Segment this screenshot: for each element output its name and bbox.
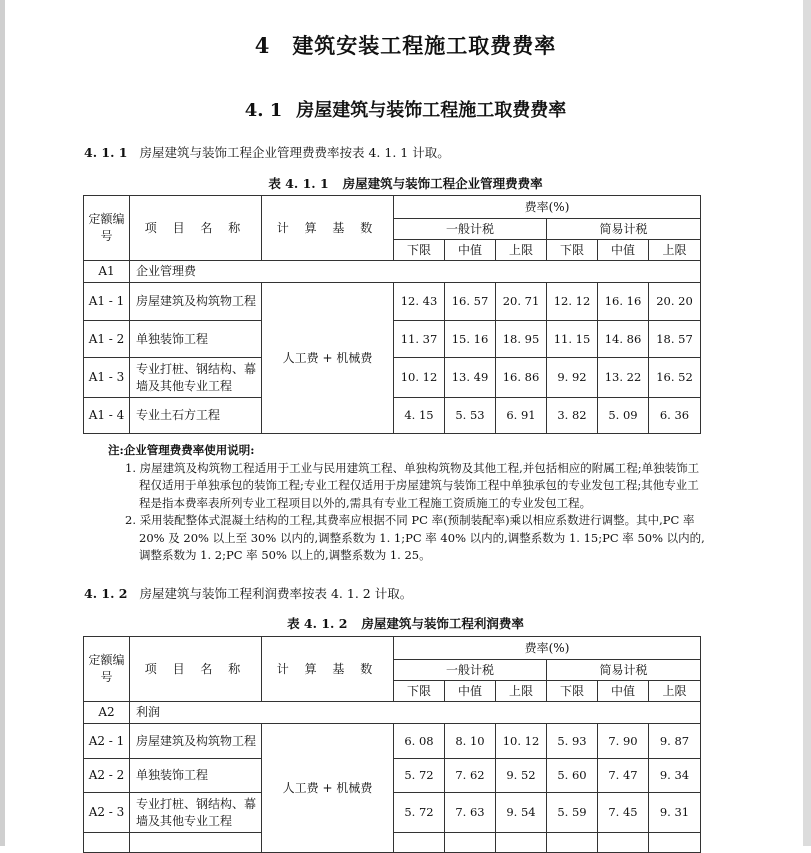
header-high: 上限 — [649, 681, 701, 702]
cell-value: 6. 08 — [394, 724, 445, 759]
cell-value: 5. 09 — [598, 398, 649, 434]
cell-value: 5. 60 — [547, 759, 598, 793]
note-item: 1. 房屋建筑及构筑物工程适用于工业与民用建筑工程、单独构筑物及其他工程,并包括相应的附属工程;单独装饰工程仅适用于单独承包的装饰工程;专业工程仅适用于房屋建筑与装饰工程中单独承包的专业发包工程;其他专业工程是指本费率表所列专业工程项目以外的,需具有专业工程施工资质施工的专业发包工程。 — [125, 460, 700, 510]
row-name: 专业打桩、钢结构、幕墙及其他专业工程 — [130, 358, 262, 398]
header-rate: 费率(%) — [394, 637, 701, 660]
header-general: 一般计税 — [394, 219, 547, 240]
header-simple: 简易计税 — [547, 660, 701, 681]
group-name: 企业管理费 — [130, 261, 701, 283]
table-1-notes — [108, 442, 708, 565]
table-row — [84, 283, 701, 321]
cell-value: 20. 20 — [649, 283, 701, 321]
cell-value: 10. 12 — [394, 358, 445, 398]
row-name: 专业打桩、钢结构、幕墙及其他专业工程 — [130, 793, 262, 833]
cell-value: 9. 34 — [649, 759, 701, 793]
cell-value — [649, 833, 701, 853]
row-code: A2 - 1 — [84, 724, 130, 759]
header-mid: 中值 — [598, 240, 649, 261]
cell-value: 9. 52 — [496, 759, 547, 793]
row-code: A1 - 1 — [84, 283, 130, 321]
cell-value: 16. 57 — [445, 283, 496, 321]
header-general: 一般计税 — [394, 660, 547, 681]
cell-value: 13. 22 — [598, 358, 649, 398]
cell-value: 6. 36 — [649, 398, 701, 434]
clause-4-1-2: 4. 1. 2 房屋建筑与装饰工程利润费率按表 4. 1. 2 计取。 — [84, 586, 413, 601]
header-high: 上限 — [649, 240, 701, 261]
cell-value: 5. 53 — [445, 398, 496, 434]
table-row — [84, 724, 701, 759]
cell-value: 16. 16 — [598, 283, 649, 321]
cell-value: 15. 16 — [445, 321, 496, 358]
cell-value — [496, 833, 547, 853]
row-name — [130, 833, 262, 853]
cell-value: 7. 45 — [598, 793, 649, 833]
header-high: 上限 — [496, 681, 547, 702]
calc-base: 人工费 + 机械费 — [262, 283, 394, 434]
cell-value: 11. 37 — [394, 321, 445, 358]
cell-value: 9. 87 — [649, 724, 701, 759]
cell-value: 11. 15 — [547, 321, 598, 358]
cell-value: 5. 72 — [394, 793, 445, 833]
section-title: 4. 1 房屋建筑与装饰工程施工取费费率 — [244, 100, 567, 121]
cell-value: 8. 10 — [445, 724, 496, 759]
cell-value: 7. 47 — [598, 759, 649, 793]
row-name: 专业土石方工程 — [130, 398, 262, 434]
header-rate: 费率(%) — [394, 196, 701, 219]
header-mid: 中值 — [445, 681, 496, 702]
group-name: 利润 — [130, 702, 701, 724]
cell-value: 6. 91 — [496, 398, 547, 434]
header-high: 上限 — [496, 240, 547, 261]
cell-value: 10. 12 — [496, 724, 547, 759]
group-code: A2 — [84, 702, 130, 724]
cell-value: 16. 52 — [649, 358, 701, 398]
viewer-left-edge — [0, 0, 5, 846]
table-1-caption: 表 4. 1. 1 房屋建筑与装饰工程企业管理费费率 — [268, 176, 543, 191]
cell-value: 18. 57 — [649, 321, 701, 358]
cell-value: 5. 72 — [394, 759, 445, 793]
profit-rate-table — [83, 636, 701, 853]
header-low: 下限 — [394, 681, 445, 702]
row-code: A2 - 3 — [84, 793, 130, 833]
cell-value: 12. 12 — [547, 283, 598, 321]
cell-value — [394, 833, 445, 853]
cell-value — [598, 833, 649, 853]
cell-value: 5. 59 — [547, 793, 598, 833]
chapter-title: 4 建筑安装工程施工取费费率 — [254, 33, 557, 58]
notes-heading: 注:企业管理费费率使用说明: — [108, 443, 255, 457]
header-mid: 中值 — [598, 681, 649, 702]
clause-4-1-1: 4. 1. 1 房屋建筑与装饰工程企业管理费费率按表 4. 1. 1 计取。 — [84, 145, 450, 160]
cell-value: 16. 86 — [496, 358, 547, 398]
row-name: 单独装饰工程 — [130, 321, 262, 358]
header-item: 项 目 名 称 — [130, 196, 262, 261]
header-base: 计 算 基 数 — [262, 196, 394, 261]
cell-value: 9. 54 — [496, 793, 547, 833]
cell-value: 20. 71 — [496, 283, 547, 321]
calc-base: 人工费 + 机械费 — [262, 724, 394, 853]
row-name: 单独装饰工程 — [130, 759, 262, 793]
row-code: A1 - 4 — [84, 398, 130, 434]
header-low: 下限 — [547, 240, 598, 261]
row-code: A2 - 2 — [84, 759, 130, 793]
cell-value: 7. 63 — [445, 793, 496, 833]
row-name: 房屋建筑及构筑物工程 — [130, 724, 262, 759]
header-simple: 简易计税 — [547, 219, 701, 240]
cell-value: 3. 82 — [547, 398, 598, 434]
header-item: 项 目 名 称 — [130, 637, 262, 702]
cell-value: 14. 86 — [598, 321, 649, 358]
row-code: A1 - 3 — [84, 358, 130, 398]
cell-value: 7. 90 — [598, 724, 649, 759]
cell-value: 18. 95 — [496, 321, 547, 358]
cell-value: 13. 49 — [445, 358, 496, 398]
header-low: 下限 — [394, 240, 445, 261]
row-code: A1 - 2 — [84, 321, 130, 358]
management-fee-table — [83, 195, 701, 434]
cell-value: 12. 43 — [394, 283, 445, 321]
header-low: 下限 — [547, 681, 598, 702]
row-code — [84, 833, 130, 853]
header-base: 计 算 基 数 — [262, 637, 394, 702]
group-code: A1 — [84, 261, 130, 283]
cell-value: 7. 62 — [445, 759, 496, 793]
header-code: 定额编号 — [84, 637, 130, 702]
cell-value — [547, 833, 598, 853]
note-item: 2. 采用装配整体式混凝土结构的工程,其费率应根据不同 PC 率(预制装配率)乘以相应系数进行调整。其中,PC 率 20% 及 20% 以上至 30% 以内的,调整系数为 1. 1;PC 率 40% 以内的,调整系数为 1. 15;PC 率 50% 以内的,调整系数为 1. 2;PC 率 50% 以上的,调整系数为 1. 25。 — [125, 513, 705, 562]
row-name: 房屋建筑及构筑物工程 — [130, 283, 262, 321]
cell-value — [445, 833, 496, 853]
cell-value: 9. 31 — [649, 793, 701, 833]
cell-value: 9. 92 — [547, 358, 598, 398]
header-mid: 中值 — [445, 240, 496, 261]
header-code: 定额编号 — [84, 196, 130, 261]
viewer-scrollbar[interactable] — [803, 0, 811, 846]
table-2-caption: 表 4. 1. 2 房屋建筑与装饰工程利润费率 — [287, 616, 524, 631]
cell-value: 4. 15 — [394, 398, 445, 434]
cell-value: 5. 93 — [547, 724, 598, 759]
